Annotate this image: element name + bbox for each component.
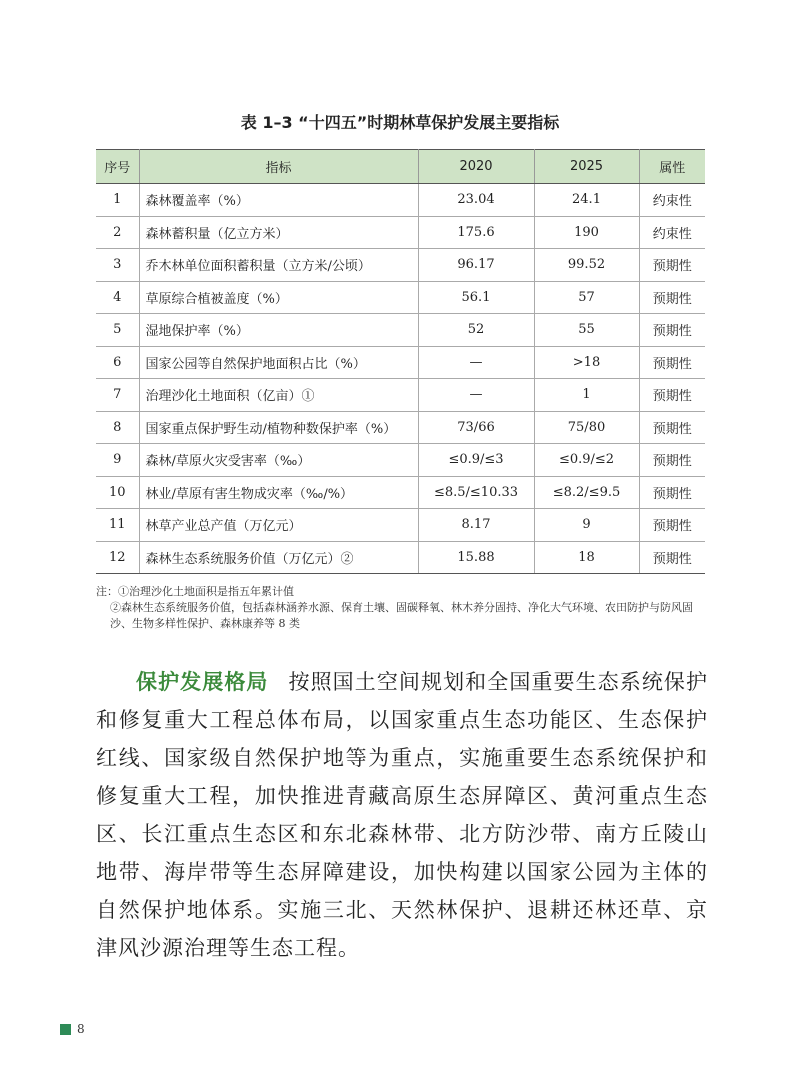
cell-index: 1 <box>96 184 139 217</box>
cell-2025: 9 <box>534 509 639 542</box>
cell-2020: 73/66 <box>418 411 534 444</box>
cell-2020: 8.17 <box>418 509 534 542</box>
cell-index: 3 <box>96 249 139 282</box>
cell-attribute: 预期性 <box>639 411 705 444</box>
cell-indicator: 国家重点保护野生动/植物种数保护率（%） <box>139 411 418 444</box>
cell-index: 9 <box>96 444 139 477</box>
cell-2025: 57 <box>534 281 639 314</box>
cell-indicator: 湿地保护率（%） <box>139 314 418 347</box>
cell-2020: 96.17 <box>418 249 534 282</box>
cell-attribute: 预期性 <box>639 476 705 509</box>
cell-2020: 175.6 <box>418 216 534 249</box>
cell-attribute: 预期性 <box>639 281 705 314</box>
cell-2025: 75/80 <box>534 411 639 444</box>
cell-2025: ≤8.2/≤9.5 <box>534 476 639 509</box>
cell-index: 12 <box>96 541 139 574</box>
note-2: ②森林生态系统服务价值，包括森林涵养水源、保育土壤、固碳释氧、林木养分固持、净化大气环境、农田防护与防风固沙、生物多样性保护、森林康养等 8 类 <box>110 601 693 630</box>
header-2025: 2025 <box>534 150 639 184</box>
table-title: 表 1–3 “十四五”时期林草保护发展主要指标 <box>240 113 560 132</box>
page-number: 8 <box>77 1022 85 1036</box>
cell-indicator: 林业/草原有害生物成灾率（‰/%） <box>139 476 418 509</box>
table-row <box>96 314 705 347</box>
cell-indicator: 草原综合植被盖度（%） <box>139 281 418 314</box>
cell-2020: 56.1 <box>418 281 534 314</box>
table-header-row <box>96 150 705 184</box>
table-row <box>96 541 705 574</box>
cell-attribute: 预期性 <box>639 509 705 542</box>
page-footer <box>60 1022 85 1036</box>
cell-2020: — <box>418 346 534 379</box>
cell-2020: 52 <box>418 314 534 347</box>
table-row <box>96 216 705 249</box>
cell-index: 6 <box>96 346 139 379</box>
cell-indicator: 乔木林单位面积蓄积量（立方米/公顷） <box>139 249 418 282</box>
cell-2025: 55 <box>534 314 639 347</box>
cell-index: 5 <box>96 314 139 347</box>
cell-2025: 18 <box>534 541 639 574</box>
table-row <box>96 346 705 379</box>
cell-indicator: 森林/草原火灾受害率（‰） <box>139 444 418 477</box>
cell-index: 7 <box>96 379 139 412</box>
table-row <box>96 444 705 477</box>
cell-2025: 1 <box>534 379 639 412</box>
cell-attribute: 预期性 <box>639 346 705 379</box>
table-notes <box>96 584 708 632</box>
cell-2020: ≤8.5/≤10.33 <box>418 476 534 509</box>
cell-2020: 23.04 <box>418 184 534 217</box>
body-paragraph <box>96 663 708 967</box>
header-index: 序号 <box>96 150 139 184</box>
header-attribute: 属性 <box>639 150 705 184</box>
cell-index: 4 <box>96 281 139 314</box>
cell-index: 8 <box>96 411 139 444</box>
table-row <box>96 184 705 217</box>
cell-2020: ≤0.9/≤3 <box>418 444 534 477</box>
cell-indicator: 林草产业总产值（万亿元） <box>139 509 418 542</box>
cell-2025: 24.1 <box>534 184 639 217</box>
cell-index: 10 <box>96 476 139 509</box>
cell-2025: 99.52 <box>534 249 639 282</box>
table-row <box>96 411 705 444</box>
cell-attribute: 预期性 <box>639 249 705 282</box>
cell-indicator: 国家公园等自然保护地面积占比（%） <box>139 346 418 379</box>
cell-attribute: 预期性 <box>639 444 705 477</box>
header-indicator: 指标 <box>139 150 418 184</box>
table-row <box>96 379 705 412</box>
note-1: 注：①治理沙化土地面积是指五年累计值 <box>96 585 294 598</box>
table-row <box>96 476 705 509</box>
section-lead: 保护发展格局 <box>136 670 269 694</box>
cell-indicator: 森林蓄积量（亿立方米） <box>139 216 418 249</box>
cell-2020: — <box>418 379 534 412</box>
cell-index: 11 <box>96 509 139 542</box>
indicators-table <box>96 149 705 574</box>
cell-2020: 15.88 <box>418 541 534 574</box>
cell-attribute: 预期性 <box>639 379 705 412</box>
table-row <box>96 281 705 314</box>
table-row <box>96 509 705 542</box>
paragraph-text: 按照国土空间规划和全国重要生态系统保护和修复重大工程总体布局，以国家重点生态功能区、生态保护红线、国家级自然保护地等为重点，实施重要生态系统保护和修复重大工程，加快推进青藏高原生态屏障区、黄河重点生态区、长江重点生态区和东北森林带、北方防沙带、南方丘陵山地带、海岸带等生态屏障建设，加快构建以国家公园为主体的自然保护地体系。实施三北、天然林保护、退耕还林还草、京津风沙源治理等生态工程。 <box>96 670 708 960</box>
cell-attribute: 预期性 <box>639 314 705 347</box>
cell-indicator: 森林覆盖率（%） <box>139 184 418 217</box>
cell-attribute: 约束性 <box>639 216 705 249</box>
cell-attribute: 预期性 <box>639 541 705 574</box>
cell-indicator: 森林生态系统服务价值（万亿元）② <box>139 541 418 574</box>
cell-2025: 190 <box>534 216 639 249</box>
cell-2025: ≤0.9/≤2 <box>534 444 639 477</box>
table-row <box>96 249 705 282</box>
cell-2025: >18 <box>534 346 639 379</box>
page-marker-icon <box>60 1024 71 1035</box>
cell-attribute: 约束性 <box>639 184 705 217</box>
header-2020: 2020 <box>418 150 534 184</box>
cell-index: 2 <box>96 216 139 249</box>
cell-indicator: 治理沙化土地面积（亿亩）① <box>139 379 418 412</box>
